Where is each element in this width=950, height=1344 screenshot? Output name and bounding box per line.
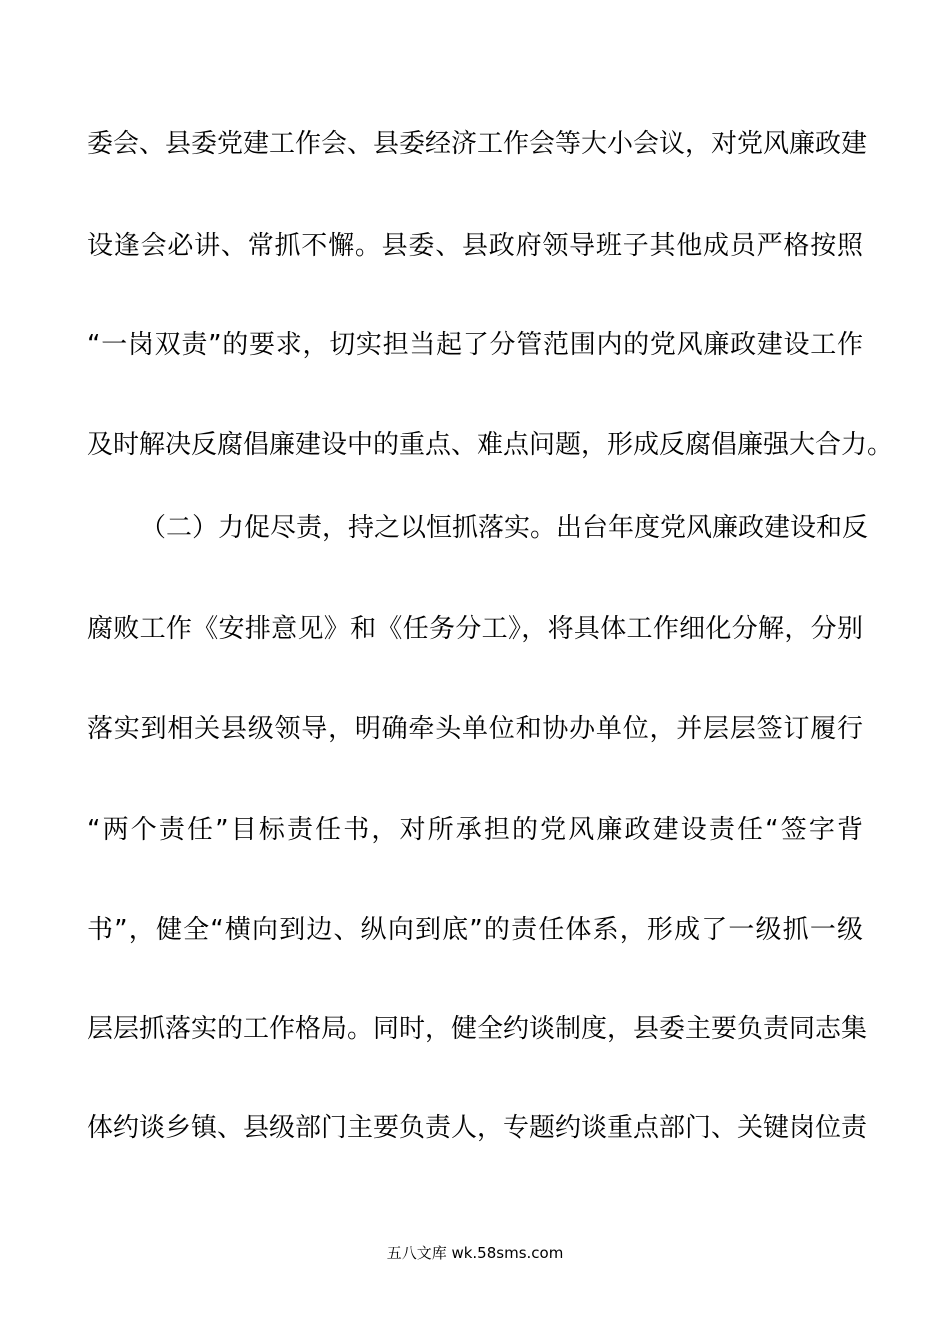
- paragraph-line: 腐败工作《安排意见》和《任务分工》，将具体工作细化分解，分别: [87, 614, 863, 644]
- paragraph-line: 委会、县委党建工作会、县委经济工作会等大小会议，对党风廉政建: [87, 129, 868, 159]
- paragraph-line: 设逢会必讲、常抓不懈。县委、县政府领导班子其他成员严格按照: [87, 231, 863, 261]
- footer-watermark: 五八文库 wk.58sms.com: [386, 1244, 564, 1262]
- paragraph-line: “一岗双责”的要求，切实担当起了分管范围内的党风廉政建设工作: [87, 330, 863, 360]
- paragraph-line: 落实到相关县级领导，明确牵头单位和协办单位，并层层签订履行: [87, 714, 863, 744]
- paragraph-line: （二）力促尽责，持之以恒抓落实。出台年度党风廉政建设和反: [140, 513, 869, 543]
- paragraph-line: 体约谈乡镇、县级部门主要负责人，专题约谈重点部门、关键岗位责: [87, 1113, 868, 1143]
- paragraph-line: 层层抓落实的工作格局。同时，健全约谈制度，县委主要负责同志集: [87, 1014, 868, 1044]
- paragraph-line: “两个责任”目标责任书，对所承担的党风廉政建设责任“签字背: [87, 815, 863, 845]
- paragraph-line: 书”，健全“横向到边、纵向到底”的责任体系，形成了一级抓一级: [87, 915, 863, 945]
- paragraph-line: 及时解决反腐倡廉建设中的重点、难点问题，形成反腐倡廉强大合力。: [87, 430, 894, 460]
